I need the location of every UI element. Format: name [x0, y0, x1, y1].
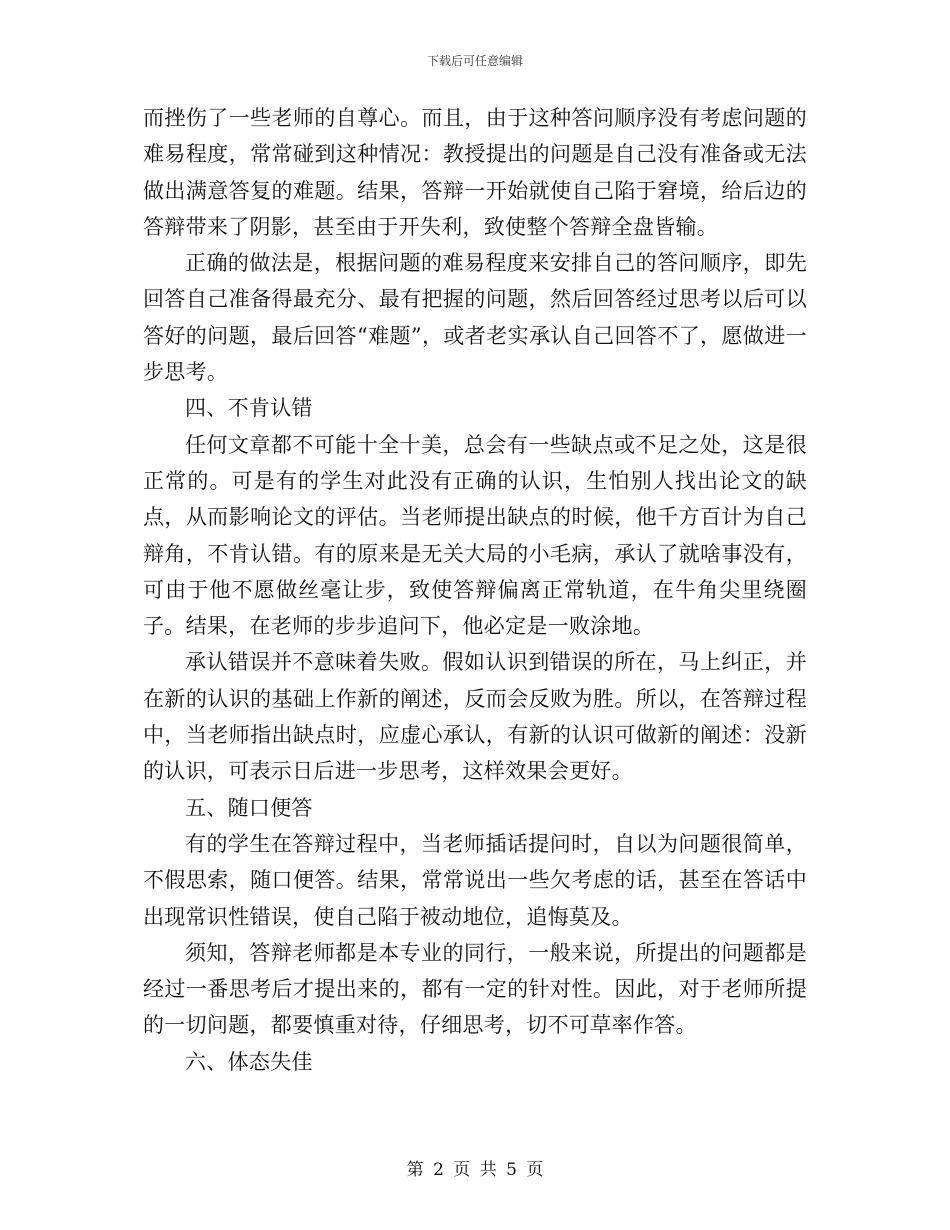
- section-heading-6: 六、体态失佳: [185, 1049, 313, 1074]
- paragraph-admit-error: 承认错误并不意味着失败。假如认识到错误的所在，马上纠正，并在新的认识的基础上作新的阐述，反而会反败为胜。所以，在答辩过程中，当老师指出缺点时，应虚心承认，有新的认识可做新的阐述：没新的认识，可表示日后进一步思考，这样效果会更好。: [143, 650, 807, 784]
- paragraph-no-admit-error: 任何文章都不可能十全十美，总会有一些缺点或不足之处，这是很正常的。可是有的学生对此没有正确的认识，生怕别人找出论文的缺点，从而影响论文的评估。当老师提出缺点的时候，他千方百计为自己辩角，不肯认错。有的原来是无关大局的小毛病，承认了就啥事没有，可由于他不愿做丝毫让步，致使答辩偏离正常轨道，在牛角尖里绕圈子。结果，在老师的步步追问下，他必定是一败涂地。: [143, 432, 807, 639]
- paragraph-hasty-answer: 有的学生在答辩过程中，当老师插话提问时，自以为问题很简单，不假思索，随口便答。结果，常常说出一些欠考虑的话，甚至在答话中出现常识性错误，使自己陷于被动地位，追悔莫及。: [143, 831, 807, 929]
- document-body: [143, 100, 807, 1080]
- section-heading-5: 五、随口便答: [185, 795, 313, 820]
- page-number-footer: 第 2 页 共 5 页: [406, 1160, 544, 1180]
- page-header-note: 下载后可任意编辑: [426, 54, 523, 68]
- paragraph-continuation: 而挫伤了一些老师的自尊心。而且，由于这种答问顺序没有考虑问题的难易程度，常常碰到这种情况：教授提出的问题是自己没有准备或无法做出满意答复的难题。结果，答辩一开始就使自己陷于窘境，给后边的答辩带来了阴影，甚至由于开失利，致使整个答辩全盘皆输。: [143, 106, 807, 239]
- paragraph-careful-answer: 须知，答辩老师都是本专业的同行，一般来说，所提出的问题都是经过一番思考后才提出来的，都有一定的针对性。因此，对于老师所提的一切问题，都要慎重对待，仔细思考，切不可草率作答。: [143, 940, 807, 1038]
- paragraph-correct-approach: 正确的做法是，根据问题的难易程度来安排自己的答问顺序，即先回答自己准备得最充分、最有把握的问题，然后回答经过思考以后可以答好的问题，最后回答“难题”，或者老实承认自己回答不了，愿做进一步思考。: [143, 251, 807, 385]
- section-heading-4: 四、不肯认错: [185, 396, 313, 421]
